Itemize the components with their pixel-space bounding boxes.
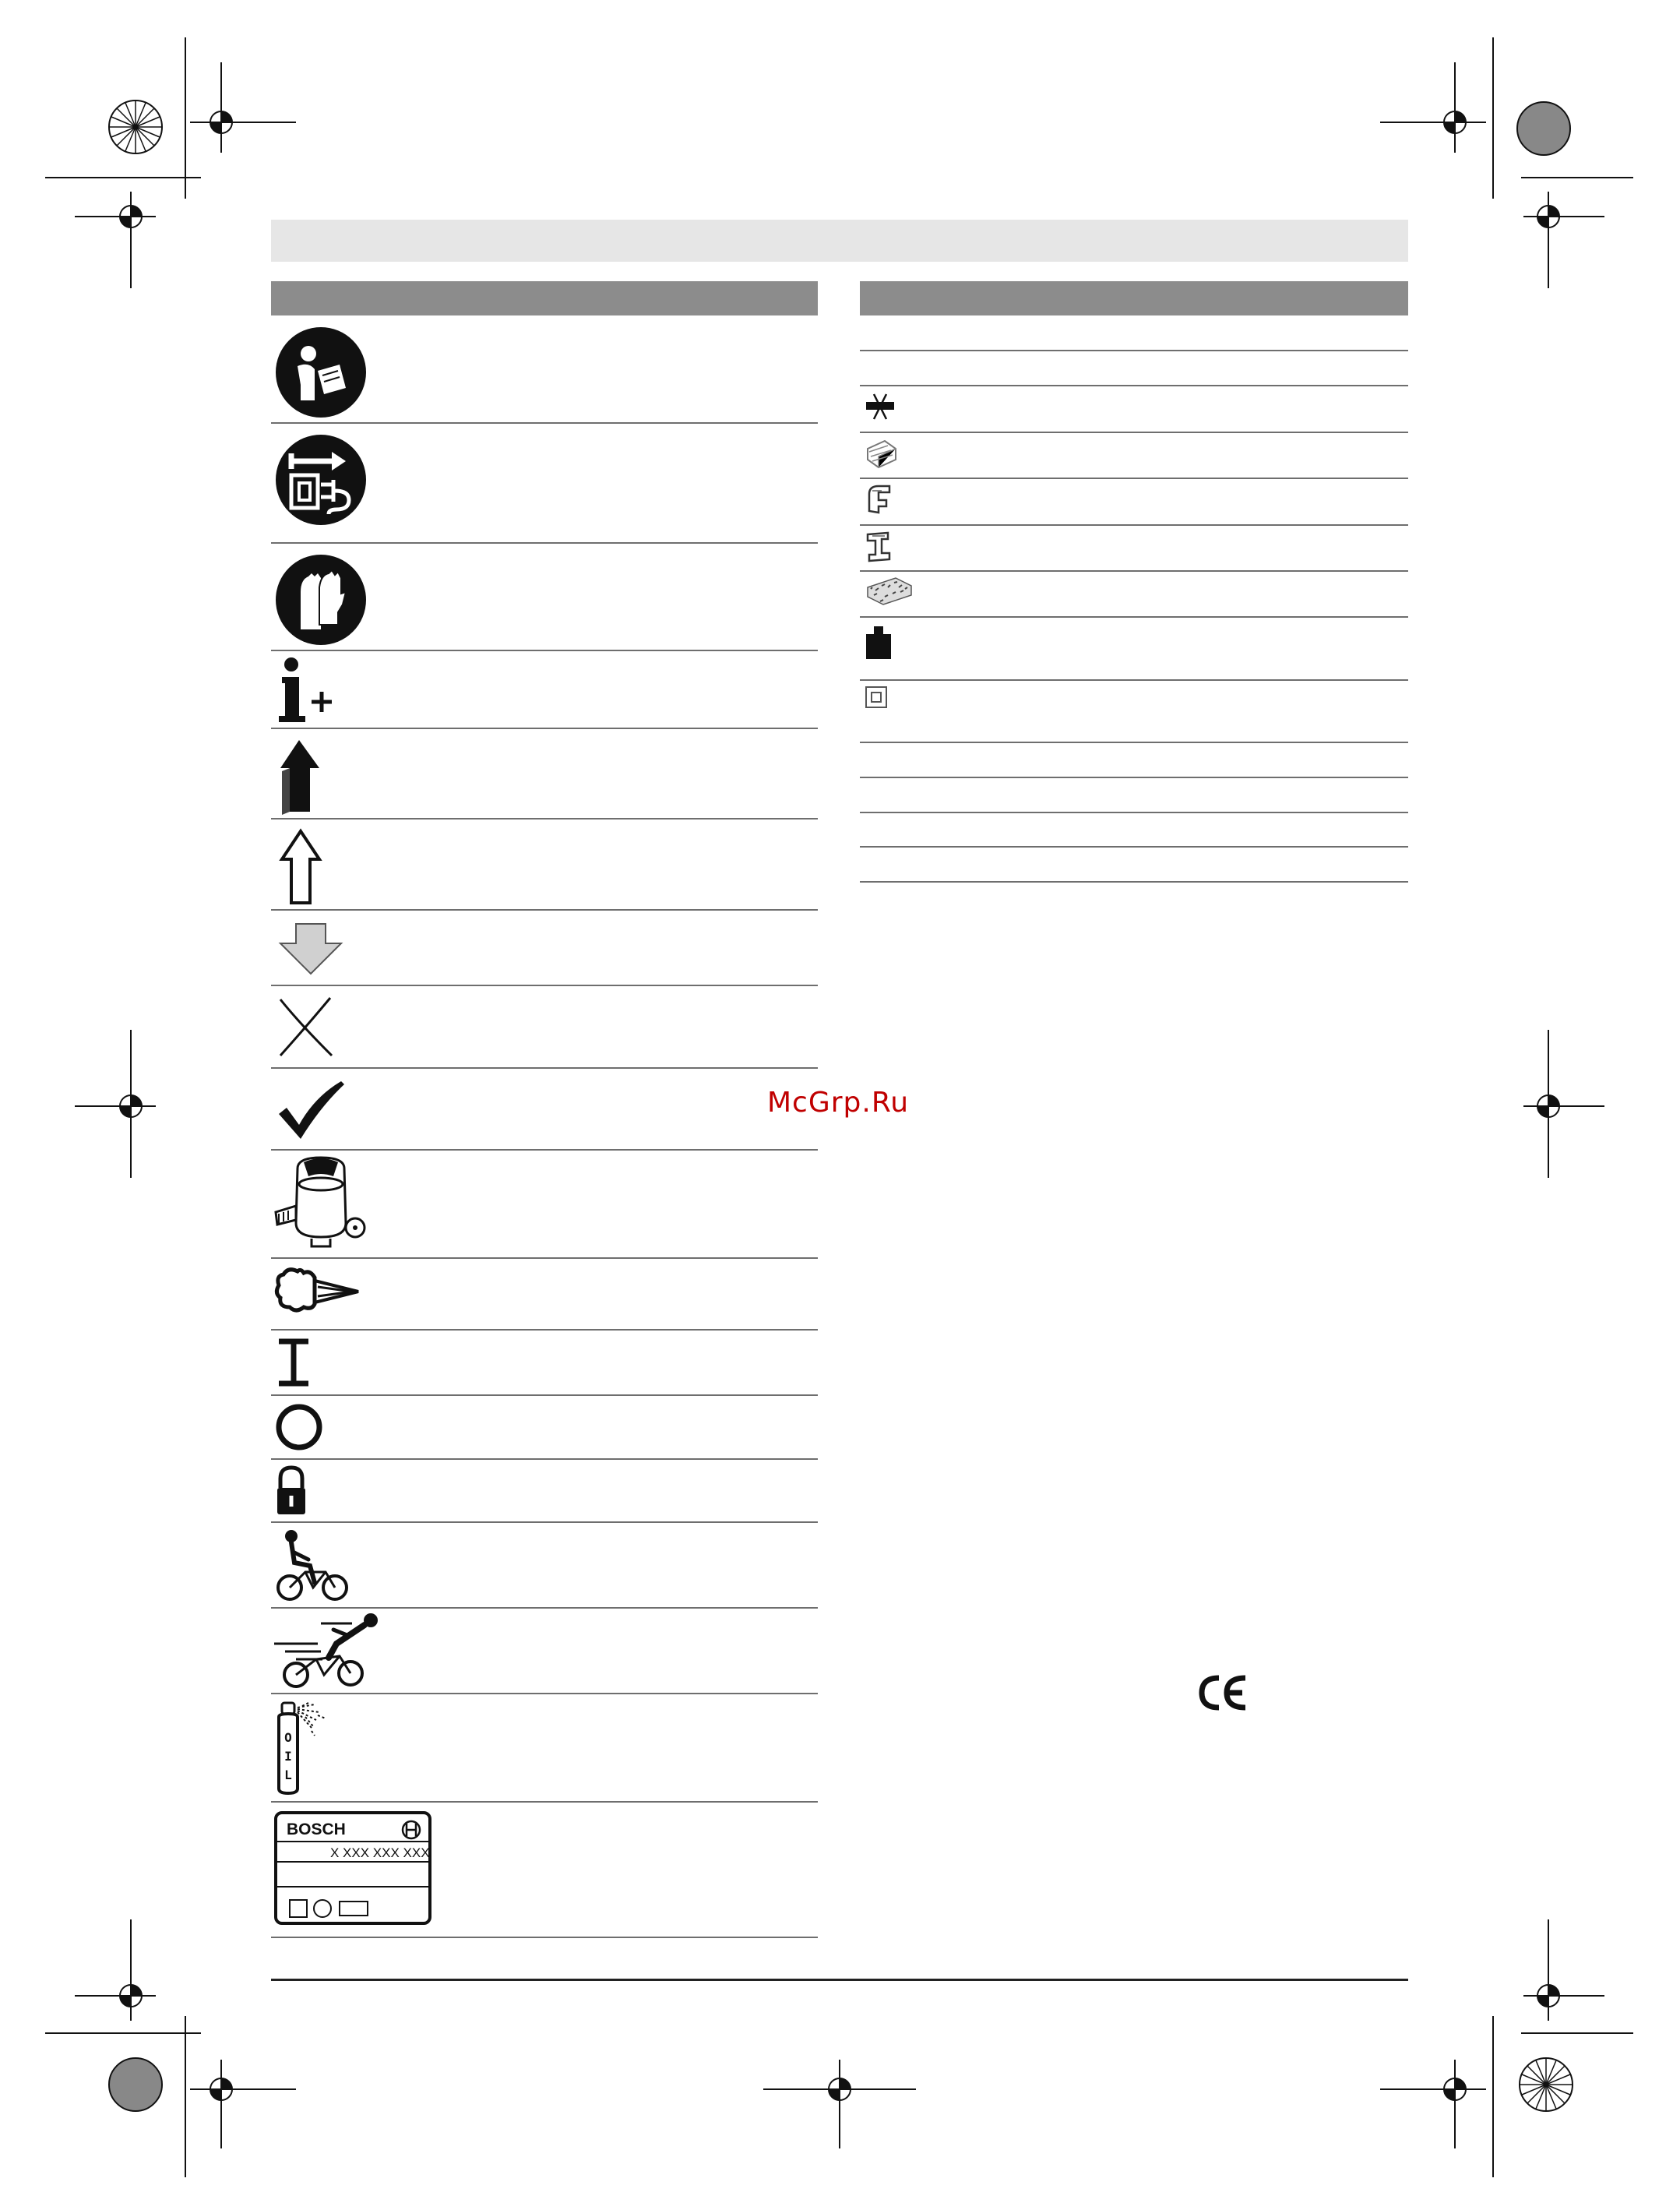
svg-text:I: I (284, 1749, 292, 1764)
nameplate-brand: BOSCH (287, 1821, 346, 1838)
svg-text:L: L (284, 1768, 292, 1782)
nameplate-part-number: X XXX XXX XXX (330, 1845, 430, 1860)
svg-text:O: O (284, 1730, 292, 1745)
watermark-text: McGrp.Ru (767, 1087, 910, 1119)
